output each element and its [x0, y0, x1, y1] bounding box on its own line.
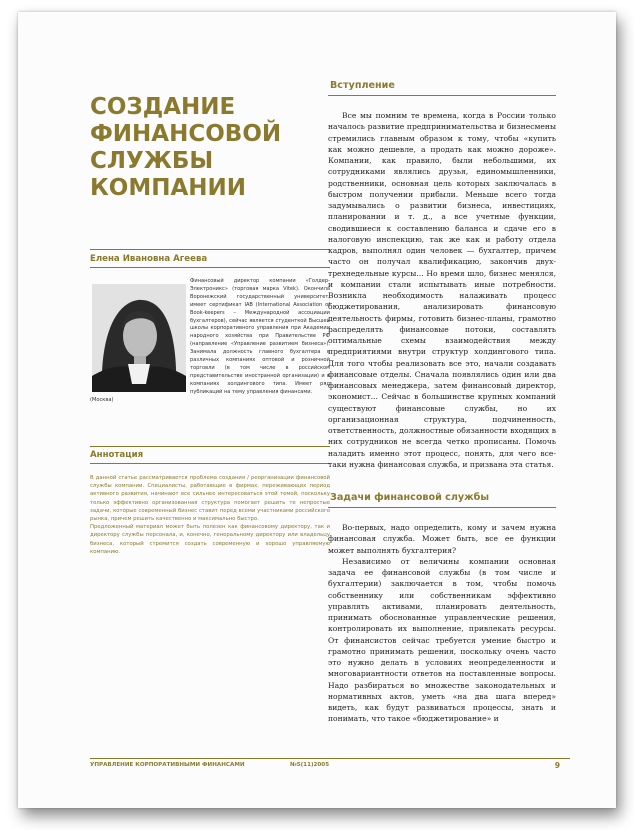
title-line: ФИНАНСОВОЙ	[90, 121, 282, 147]
article-body	[328, 80, 556, 725]
article-title	[90, 94, 280, 202]
paragraph: Независимо от величины компании основная задача ее финансовой службы (в том числе и бухгалтерии) заключается в том, чтобы помочь собственнику или собственникам эффективно управлять активами, планировать деятельность, принимать обоснованные управленческие решения, контролировать их выполнение, привлекать ресурсы. От финансистов сейчас требуется умение быстро и грамотно принимать решения, поскольку очень часто это нужно делать в условиях неопределенности и многовариантности ответов на поставленные вопросы. Надо разбираться во множестве законодательных и нормативных актов, уметь «на два шага вперед» видеть, как будут развиваться процессы, знать и понимать, что такое «бюджетирование» и	[328, 556, 556, 724]
title-line: СЛУЖБЫ	[90, 148, 214, 174]
footer-divider	[90, 758, 570, 759]
author-photo	[92, 284, 186, 392]
section-heading: Вступление	[330, 80, 395, 91]
title-line: КОМПАНИИ	[90, 175, 247, 201]
annotation-text	[90, 474, 330, 556]
annotation-paragraph: В данной статье рассматривается проблема создания / реорганизации финансовой службы компании. Специалисты, работающие в фирмах, переживающих период активного развития, начинают все сильнее интересоваться этой темой, поскольку только эффективно организованная структура помогает решить те непростые задачи, которые современный бизнес ставит перед всеми участниками российского рынка, причем решить качественно и максимально быстро.	[90, 475, 330, 523]
divider	[328, 507, 556, 508]
bio-city: (Москва)	[90, 396, 114, 403]
divider	[90, 463, 330, 464]
annotation-heading: Аннотация	[90, 450, 144, 460]
issue-number: №5(11)2005	[290, 762, 330, 768]
annotation-block	[90, 446, 330, 556]
page-number: 9	[554, 761, 560, 770]
journal-name: УПРАВЛЕНИЕ КОРПОРАТИВНЫМИ ФИНАНСАМИ	[90, 762, 245, 768]
author-name: Елена Ивановна Агеева	[90, 254, 208, 264]
section-heading: Задачи финансовой службы	[330, 492, 490, 503]
bio-text: Финансовый директор компании «Голдер-Электроникс» (торговая марка Vitek). Окончила Воронежский государственный университет, имеет сертификат IAB (International Association of Book-keepers – Международной ассоциации бухгалтеров), сейчас является студенткой Высшей школы корпоративного управления при Академии народного хозяйства при Правительстве РФ (направление «Управление развитием бизнеса»). Занимала должность главного бухгалтера в различных компаниях оптовой и розничной торговли (в том числе в российском представительстве иностранной организации) и в компаниях холдингового типа. Имеет ряд публикаций на тему управления финансами.	[190, 278, 330, 395]
paragraph: Все мы помним те времена, когда в России только началось развитие предпринимательства и бизнесмены стремились главным образом к тому, чтобы «купить как можно дешевле, а продать как можно дороже». Компании, как правило, были небольшими, их сотрудниками являлись друзья, единомышленники, родственники, основная цель которых заключалась в быстром получении прибыли. Меньше всего тогда задумывались о развитии бизнеса, инвестициях, планировании и т. д., а все учетные функции, сводившиеся к составлению баланса и сдаче его в налоговую инспекцию, так же как и работу отдела кадров, выполнял один человек — бухгалтер, причем часто он получал квалификацию, закончив двух-трехнедельные курсы... Но время шло, бизнес менялся, и компании стали испытывать иные потребности. Возникла необходимость налаживать процесс бюджетирования, анализировать финансовую деятельность фирмы, готовить бизнес-планы, грамотно распределять финансовые потоки, составлять оптимальные схемы взаимодействия между предприятиями внутри структур холдингового типа. Для того чтобы реализовать все это, начали создавать финансовые отделы. Сначала появлялись один или два финансовых менеджера, затем финансовый директор, экономист... Сейчас в большинстве крупных компаний существуют финансовые службы, но их организационная структура, подчиненность, ответственность, должностные обязанности входящих в них сотрудников не всегда четко прописаны. Помочь наладить именно этот процесс, понять, для чего все-таки нужна финансовая служба, и призвана эта статья.	[328, 111, 556, 469]
magazine-page	[18, 12, 616, 808]
author-block	[90, 249, 330, 268]
page-footer	[90, 762, 570, 772]
section-text	[328, 110, 556, 470]
annotation-paragraph: Предложенный материал может быть полезен как финансовому директору, так и директору службы персонала, и, конечно, генеральному директору или владельцу бизнеса, который стремится создать современную и хорошо управляемую компанию.	[90, 524, 330, 555]
title-line: СОЗДАНИЕ	[90, 94, 236, 120]
divider	[328, 95, 556, 96]
paragraph: Во-первых, надо определить, кому и зачем нужна финансовая служба. Может быть, все ее функции может выполнять бухгалтерия?	[328, 523, 556, 555]
divider	[90, 267, 330, 268]
section-text	[328, 522, 556, 725]
